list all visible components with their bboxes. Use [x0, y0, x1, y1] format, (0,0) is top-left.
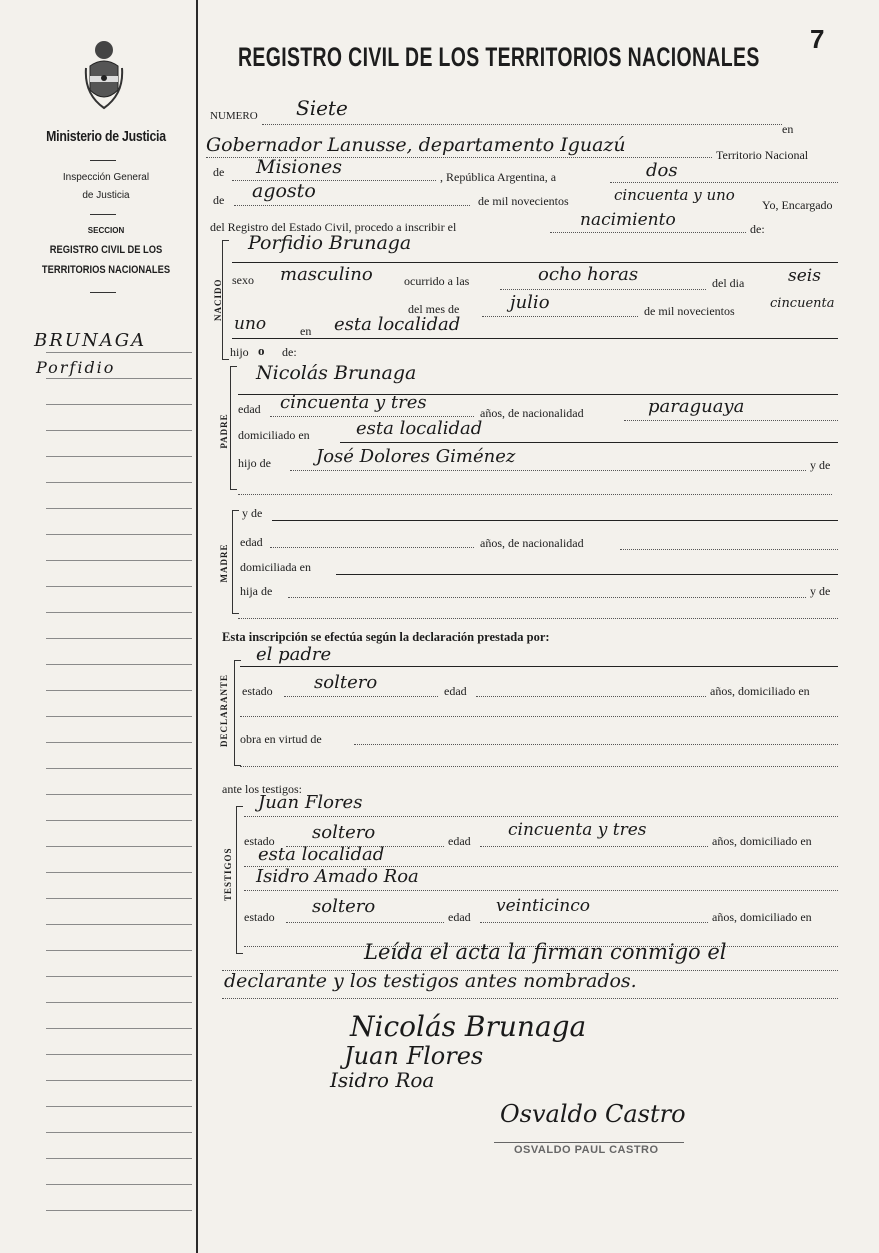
ruled-line — [46, 508, 192, 509]
section-bracket — [234, 660, 241, 766]
ruled-line — [46, 352, 192, 353]
anos-domiciliado-label: años, domiciliado en — [710, 684, 810, 698]
numero-value: Siete — [296, 96, 348, 120]
sexo-label: sexo — [232, 273, 254, 287]
sidebar-border — [196, 0, 198, 1253]
numero-label: NUMERO — [210, 110, 258, 122]
acto-value: nacimiento — [580, 210, 676, 230]
dotted-line — [222, 998, 838, 999]
ruled-line — [46, 846, 192, 847]
ruled-line — [232, 262, 838, 263]
hora-value: ocho horas — [538, 264, 639, 285]
hijo-o-mark: o — [258, 343, 265, 358]
sexo-value: masculino — [280, 264, 373, 285]
territorio-value: Misiones — [256, 156, 343, 178]
edad4-label: edad — [448, 834, 471, 848]
surname-handwritten: BRUNAGA — [34, 330, 147, 351]
de-label: de — [213, 165, 225, 179]
anos-domiciliado2-label: años, domiciliado en — [712, 834, 812, 848]
padre-dom-value: esta localidad — [356, 418, 483, 439]
obra-label: obra en virtud de — [240, 732, 322, 746]
madre-tag: MADRE — [219, 543, 229, 583]
ministry-name: Ministerio de Justicia — [46, 128, 166, 145]
dotted-line — [238, 494, 832, 495]
ruled-line — [46, 820, 192, 821]
page-title: REGISTRO CIVIL DE LOS TERRITORIOS NACIONALES — [238, 42, 760, 72]
edad5-label: edad — [448, 910, 471, 924]
signature-testigo-2: Isidro Roa — [330, 1068, 435, 1092]
ruled-line — [46, 1210, 192, 1211]
ruled-line — [46, 716, 192, 717]
dotted-line — [482, 316, 638, 317]
section-bracket — [230, 366, 237, 490]
ruled-line — [46, 794, 192, 795]
t2-edad-value: veinticinco — [496, 896, 590, 916]
ruled-line — [46, 1054, 192, 1055]
divider — [90, 214, 116, 215]
section-bracket — [236, 806, 243, 954]
t1-nombre-value: Juan Flores — [258, 792, 363, 813]
ruled-line — [46, 638, 192, 639]
ruled-line — [46, 430, 192, 431]
dotted-line — [262, 124, 782, 125]
section-line-1: REGISTRO CIVIL DE LOS — [49, 244, 163, 256]
sidebar — [0, 0, 198, 1253]
ruled-line — [272, 520, 838, 521]
official-stamp: OSVALDO PAUL CASTRO — [514, 1144, 659, 1156]
dotted-line — [234, 205, 470, 206]
en-label: en — [782, 122, 794, 136]
dotted-line — [240, 716, 838, 717]
dotted-line — [284, 696, 438, 697]
dotted-line — [480, 846, 708, 847]
domiciliada-label: domiciliada en — [240, 560, 311, 574]
signature-testigo-1: Juan Flores — [344, 1042, 484, 1070]
t2-estado-value: soltero — [312, 896, 376, 917]
t1-estado-value: soltero — [312, 822, 376, 843]
hijo-de-label: de: — [282, 345, 297, 359]
edad2-label: edad — [240, 535, 263, 549]
ruled-line — [46, 924, 192, 925]
lugar-nac-value: esta localidad — [334, 314, 461, 335]
ruled-line — [46, 1080, 192, 1081]
section-bracket — [222, 240, 229, 360]
ruled-line — [46, 586, 192, 587]
signature-encargado: Osvaldo Castro — [500, 1100, 686, 1128]
section-bracket — [232, 510, 239, 614]
domiciliado-label: domiciliado en — [238, 428, 310, 442]
testigos-tag: TESTIGOS — [223, 847, 233, 901]
dotted-line — [244, 816, 838, 817]
ruled-line — [46, 1106, 192, 1107]
nombre-value: Porfidio Brunaga — [248, 232, 412, 254]
mes-value: agosto — [252, 180, 316, 202]
ruled-line — [46, 378, 192, 379]
ruled-line — [232, 338, 838, 339]
nacido-tag: NACIDO — [213, 278, 223, 321]
ruled-line — [46, 482, 192, 483]
yo-encargado-label: Yo, Encargado — [762, 198, 833, 212]
t1-edad-value: cincuenta y tres — [508, 820, 647, 840]
dotted-line — [354, 744, 838, 745]
dotted-line — [480, 922, 708, 923]
mil-novecientos-label: de mil novecientos — [478, 194, 569, 208]
mes-nac-value: julio — [510, 292, 550, 313]
dotted-line — [238, 618, 838, 619]
section-label: SECCION — [87, 226, 125, 235]
ruled-line — [46, 872, 192, 873]
t2-nombre-value: Isidro Amado Roa — [256, 866, 419, 887]
ruled-line — [340, 442, 838, 443]
anio-nac-b-value: uno — [234, 314, 267, 334]
de2-label: de — [213, 193, 225, 207]
decl-nombre-value: el padre — [256, 644, 332, 665]
inspection-line-1: Inspección General — [62, 172, 150, 183]
ruled-line — [46, 1184, 192, 1185]
dotted-line — [500, 289, 706, 290]
mil-novecientos2-label: de mil novecientos — [644, 304, 735, 318]
estado3-label: estado — [244, 910, 275, 924]
dotted-line — [244, 890, 838, 891]
y-de3-label: y de — [810, 584, 831, 598]
anio-value: cincuenta y uno — [614, 186, 735, 204]
dotted-line — [270, 547, 474, 548]
declaracion-label: Esta inscripción se efectúa según la declaración prestada por: — [222, 630, 550, 644]
republica-label: , República Argentina, a — [440, 170, 557, 184]
en-label: en — [300, 324, 312, 338]
signature-padre: Nicolás Brunaga — [350, 1010, 587, 1043]
padre-edad-value: cincuenta y tres — [280, 392, 427, 413]
edad-label: edad — [238, 402, 261, 416]
dotted-line — [550, 232, 746, 233]
dotted-line — [240, 766, 838, 767]
t1-dom-value: esta localidad — [258, 844, 385, 865]
dotted-line — [288, 597, 806, 598]
ruled-line — [46, 1132, 192, 1133]
ruled-line — [46, 404, 192, 405]
ruled-line — [46, 690, 192, 691]
y-de-label: y de — [810, 458, 831, 472]
ocurrido-label: ocurrido a las — [404, 274, 470, 288]
divider — [90, 160, 116, 161]
ruled-line — [46, 976, 192, 977]
coat-of-arms-icon — [84, 38, 124, 112]
divider — [90, 292, 116, 293]
anos-domiciliado3-label: años, domiciliado en — [712, 910, 812, 924]
dotted-line — [610, 182, 838, 183]
dia-nac-value: seis — [788, 266, 821, 286]
hijo-label: hijo — [230, 345, 249, 359]
del-registro-label: del Registro del Estado Civil, procedo a inscribir el — [210, 220, 457, 234]
dotted-line — [270, 416, 474, 417]
anio-nac-a-value: cincuenta — [770, 296, 835, 311]
decl-estado-value: soltero — [314, 672, 378, 693]
ruled-line — [46, 664, 192, 665]
padre-hijo-de-value: José Dolores Giménez — [316, 446, 516, 467]
dotted-line — [290, 470, 806, 471]
ruled-line — [46, 612, 192, 613]
ruled-line — [46, 1028, 192, 1029]
ruled-line — [46, 456, 192, 457]
de-colon-label: de: — [750, 222, 765, 236]
closing-line-2: declarante y los testigos antes nombrados. — [224, 970, 637, 992]
ruled-line — [46, 1158, 192, 1159]
estado2-label: estado — [244, 834, 275, 848]
inspection-line-2: de Justicia — [82, 190, 130, 201]
hija-de-label: hija de — [240, 584, 273, 598]
padre-nombre-value: Nicolás Brunaga — [256, 362, 417, 384]
padre-nac-value: paraguaya — [648, 396, 745, 417]
ruled-line — [46, 768, 192, 769]
ruled-line — [46, 898, 192, 899]
signature-line — [494, 1142, 684, 1143]
lugar-value: Gobernador Lanusse, departamento Iguazú — [206, 134, 626, 156]
given-name-handwritten: Porfidio — [36, 358, 116, 377]
y-de2-label: y de — [242, 506, 263, 520]
ruled-line — [336, 574, 838, 575]
dotted-line — [476, 696, 706, 697]
territorio-label: Territorio Nacional — [716, 148, 809, 162]
dotted-line — [624, 420, 838, 421]
declarante-tag: DECLARANTE — [219, 673, 229, 747]
page-number: 7 — [810, 24, 825, 54]
ruled-line — [46, 742, 192, 743]
hijo-de2-label: hijo de — [238, 456, 271, 470]
dotted-line — [286, 922, 444, 923]
ante-testigos-label: ante los testigos: — [222, 782, 302, 796]
dia-value: dos — [646, 160, 678, 181]
anos-nacionalidad-label: años, de nacionalidad — [480, 406, 584, 420]
del-mes-label: del mes de — [408, 302, 460, 316]
closing-line-1: Leída el acta la firman conmigo el — [364, 940, 727, 964]
ruled-line — [46, 950, 192, 951]
estado-label: estado — [242, 684, 273, 698]
del-dia-label: del dia — [712, 276, 745, 290]
ruled-line — [46, 1002, 192, 1003]
edad3-label: edad — [444, 684, 467, 698]
ruled-line — [46, 534, 192, 535]
dotted-line — [620, 549, 838, 550]
ruled-line — [240, 666, 838, 667]
section-line-2: TERRITORIOS NACIONALES — [41, 264, 171, 276]
ruled-line — [46, 560, 192, 561]
anos-nacionalidad2-label: años, de nacionalidad — [480, 536, 584, 550]
padre-tag: PADRE — [219, 413, 229, 449]
